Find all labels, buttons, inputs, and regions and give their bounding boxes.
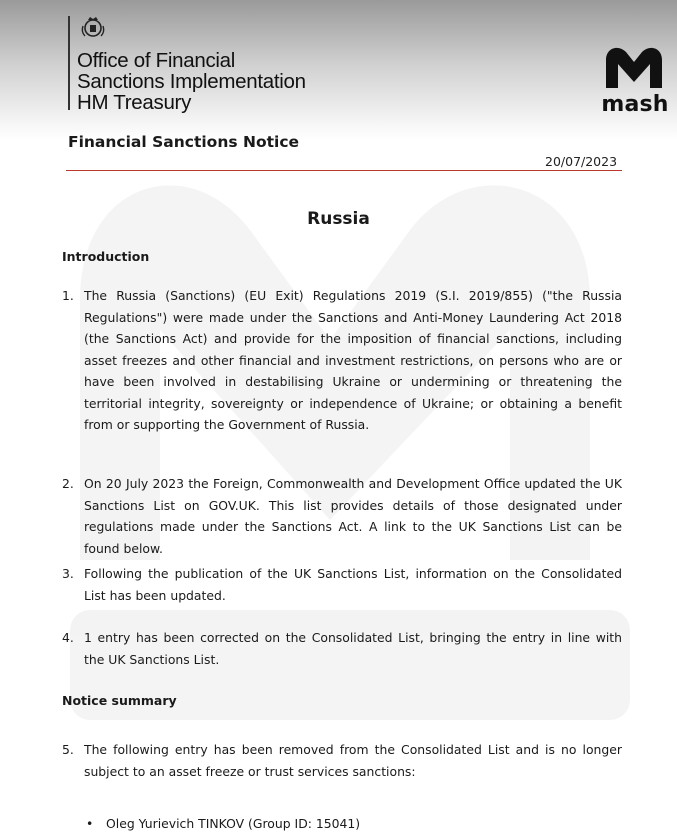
org-line-1: Office of Financial [77, 49, 235, 72]
mash-m-icon [602, 44, 666, 96]
paragraph-text: 1 entry has been corrected on the Consolidated List, bringing the entry in line with the UK Sanctions List. [84, 630, 622, 667]
date-divider [66, 170, 622, 171]
paragraph-text: The following entry has been removed from the Consolidated List and is no longer subject to an asset freeze or trust services sanctions: [84, 742, 622, 779]
list-item [86, 816, 360, 831]
mash-wordmark: mash [601, 92, 669, 117]
notice-date: 20/07/2023 [545, 154, 618, 169]
org-line-2: Sanctions Implementation [77, 70, 306, 93]
paragraph-number: 1. [62, 288, 74, 303]
summary-heading: Notice summary [62, 693, 177, 708]
paragraph-1 [62, 285, 622, 436]
paragraph-number: 3. [62, 566, 74, 581]
paragraph-2 [62, 473, 622, 559]
paragraph-number: 4. [62, 630, 74, 645]
header-divider [68, 16, 70, 110]
ofsi-logo-text [77, 50, 306, 113]
paragraph-3 [62, 563, 622, 606]
paragraph-4 [62, 627, 622, 670]
paragraph-5 [62, 739, 622, 782]
royal-crest-icon [80, 14, 106, 40]
notice-title: Financial Sanctions Notice [68, 133, 300, 151]
bullet-icon: • [86, 816, 94, 831]
list-item-text: Oleg Yurievich TINKOV (Group ID: 15041) [106, 816, 361, 831]
paragraph-number: 5. [62, 742, 74, 757]
mash-logo [596, 44, 674, 124]
paragraph-text: Following the publication of the UK Sanctions List, information on the Consolidated List has been updated. [84, 566, 622, 603]
document-title: Russia [307, 209, 370, 229]
paragraph-text: The Russia (Sanctions) (EU Exit) Regulations 2019 (S.I. 2019/855) ("the Russia Regulations") were made under the Sanctions and Anti-Money Laundering Act 2018 (the Sanctions Act) and provide for the imposition of financial sanctions, including asset freezes and other financial and investment restrictions, on persons who are or have been involved in destabilising Ukraine or undermining or threatening the territorial integrity, sovereignty or independence of Ukraine; or obtaining a benefit from or supporting the Government of Russia. [84, 288, 622, 432]
intro-heading: Introduction [62, 249, 150, 264]
paragraph-number: 2. [62, 476, 74, 491]
paragraph-text: On 20 July 2023 the Foreign, Commonwealth and Development Office updated the UK Sanctions List on GOV.UK. This list provides details of those designated under regulations made under the Sanctions Act. A link to the UK Sanctions List can be found below. [84, 476, 622, 556]
org-line-3: HM Treasury [77, 91, 192, 114]
